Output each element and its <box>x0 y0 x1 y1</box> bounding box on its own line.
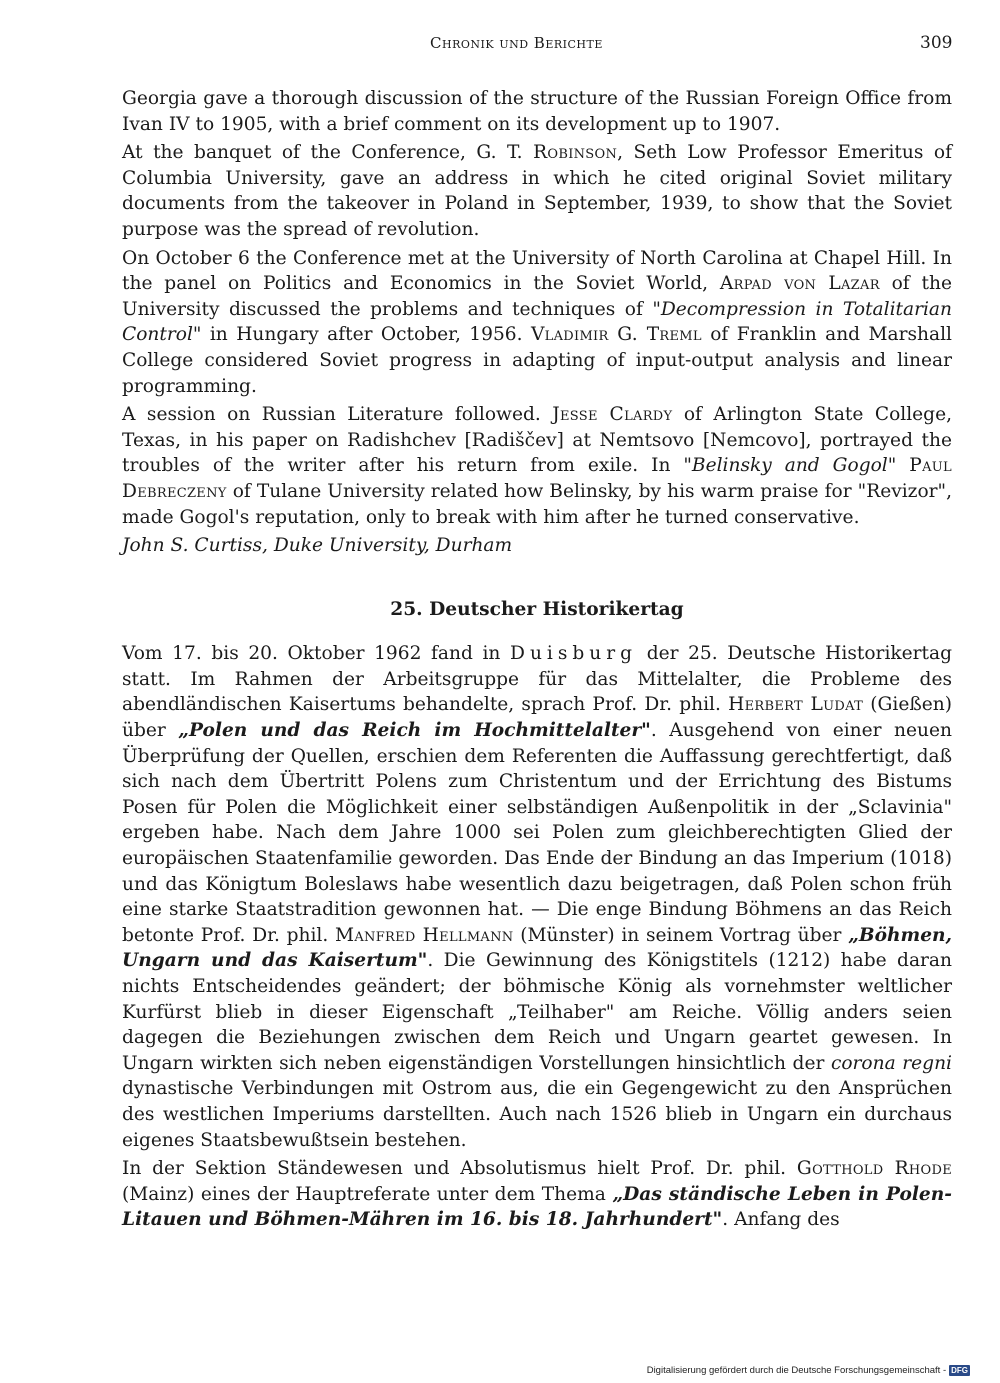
text-run: . Anfang des <box>722 1209 840 1231</box>
text-run: On October 6 the Conference met at the University of North Carolina at Chapel Hill. In the panel on Politics and Economics in the Soviet World, <box>122 247 952 295</box>
text-run: , Seth Low Professor Emeritus of Columbia University, gave an address in which he cited original Soviet military documents from the takeover in Poland in September, 1939, to show that the Soviet purpose was the spread of revolution. <box>122 142 952 240</box>
text-run: . Ausgehend von einer neuen Überprüfung der Quellen, erschien dem Referenten die Auffassung gerechtfertigt, daß sich nach dem Übertritt Polens zum Christentum und der Errichtung des Bistums Posen für Polen die Möglichkeit einer selbständigen Außenpolitik in der „Sclavinia" ergeben habe. Nach dem Jahre 1000 sei Polen zum gleichberechtigten Glied der europäischen Staatenfamilie geworden. Das Ende der Bindung an das Imperium (1018) und das Königtum Boleslaws habe wesentlich dazu beigetragen, daß Polen schon früh eine starke Staatstradition gewonnen hat. — Die enge Bindung Böhmens an das Reich betonte Prof. Dr. phil. <box>122 720 952 946</box>
digitization-credit <box>647 1365 970 1376</box>
latin-term: corona regni <box>830 1052 952 1074</box>
place-name: Duisburg <box>510 643 638 665</box>
text-column <box>122 86 952 1236</box>
paragraph <box>122 246 952 400</box>
person-name: Vladimir G. Treml <box>530 324 702 346</box>
person-name: Gotthold Rhode <box>796 1158 952 1180</box>
person-name: Paul Debreczeny <box>122 455 952 502</box>
running-title: Chronik und Berichte <box>430 34 603 52</box>
paper-title: "Belinsky and Gogol" <box>683 455 897 477</box>
text-run: der 25. Deutsche Historikertag statt. Im Rahmen der Arbeitsgruppe für das Mittelalter, die Probleme des abendländischen Kaisertums behandelte, sprach Prof. Dr. phil. <box>122 643 953 716</box>
paper-title: "Decompression in Totalitarian Control" <box>122 298 952 346</box>
page-number: 309 <box>920 33 953 53</box>
text-run: Vom 17. bis 20. Oktober 1962 fand in <box>122 643 511 665</box>
section-heading: 25. Deutscher Historikertag <box>390 598 684 620</box>
dfg-logo: DFG <box>951 1366 968 1375</box>
person-name: Jesse Clardy <box>552 404 673 426</box>
text-run: . Die Gewinnung des Königstitels (1212) habe daran nichts Entscheidendes geändert; der böhmische König als vornehmster weltlicher Kurfürst blieb in dieser Eigenschaft „Teilhaber" am Reiche. Völlig anders seien dagegen die Beziehungen zwischen dem Reich und Ungarn geartet gewesen. In Ungarn wirkten sich neben eigenständigen Vorstellungen hinsichtlich der <box>122 950 952 1074</box>
text-run: in Hungary after October, 1956. <box>201 324 531 346</box>
text-run <box>896 455 909 476</box>
text-run: A session on Russian Literature followed. <box>122 404 553 426</box>
paragraph <box>122 1156 952 1233</box>
paper-title: „Polen und das Reich im Hochmittelalter" <box>178 720 651 742</box>
paragraph <box>122 140 952 242</box>
paragraph <box>122 402 952 530</box>
text-run: of Tulane University related how Belinsky, by his warm praise for "Revizor", made Gogol's reputation, only to break with him after he turned conservative. <box>122 480 952 528</box>
person-name: Herbert Ludat <box>728 694 864 716</box>
paragraph <box>122 86 952 137</box>
author-signature: John S. Curtiss, Duke University, Durham <box>122 535 513 557</box>
text-run: At the banquet of the Conference, G. T. <box>122 142 534 164</box>
text-run: (Münster) in seinem Vortrag über <box>513 924 849 946</box>
person-name: Manfred Hellmann <box>335 924 514 946</box>
text-run: (Mainz) eines der Hauptreferate unter dem Thema <box>122 1183 613 1205</box>
text-run: (Gießen) über <box>122 694 952 742</box>
paragraph <box>122 641 952 1153</box>
person-name: Robinson <box>533 142 618 164</box>
person-name: Arpad von Lazar <box>719 273 880 295</box>
paper-title: „Das ständische Leben in Polen-Litauen und Böhmen-Mähren im 16. bis 18. Jahrhundert" <box>122 1183 952 1231</box>
text-run: In der Sektion Ständewesen und Absolutismus hielt Prof. Dr. phil. <box>122 1158 797 1180</box>
paper-title: „Böhmen, Ungarn und das Kaisertum" <box>122 924 953 972</box>
text-run: of Arlington State College, Texas, in his paper on Radishchev [Radiščev] at Nemtsovo [Nemcovo], portrayed the troubles of the writer after his return from exile. In <box>122 404 952 477</box>
credit-text: Digitalisierung gefördert durch die Deutsche Forschungsgemeinschaft - <box>646 1365 947 1376</box>
text-run: of Franklin and Marshall College considered Soviet progress in adapting of input-output analysis and linear programming. <box>122 324 952 397</box>
text-run: of the University discussed the problems and techniques of <box>122 273 952 320</box>
text-run: dynastische Verbindungen mit Ostrom aus, die ein Gegengewicht zu den Ansprüchen des westlichen Imperiums darstellten. Auch nach 1526 blieb in Ungarn ein durchaus eigenes Staatsbewußtsein bestehen. <box>122 1078 952 1151</box>
running-head <box>0 34 1000 58</box>
paragraph-text: Georgia gave a thorough discussion of the structure of the Russian Foreign Office from Ivan IV to 1905, with a brief comment on its development up to 1907. <box>122 88 952 135</box>
